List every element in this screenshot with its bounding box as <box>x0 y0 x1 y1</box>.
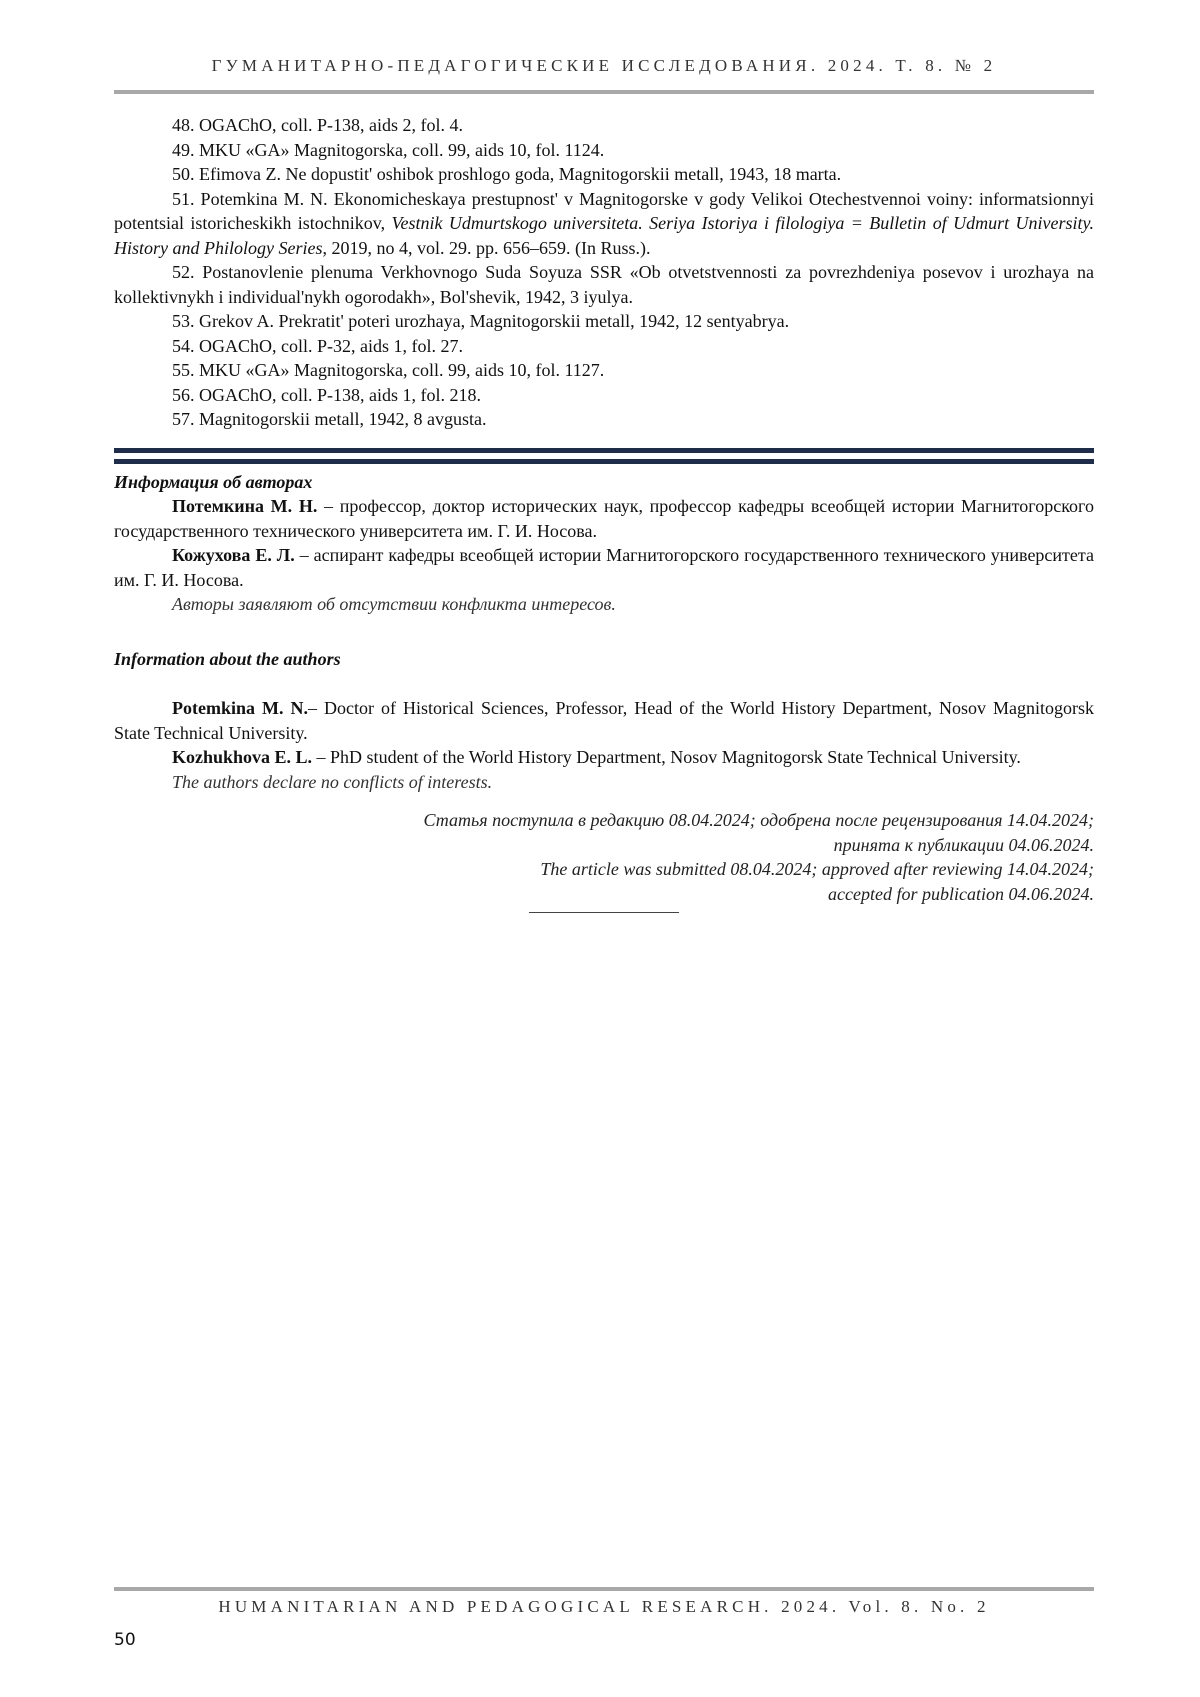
reference-item: 50. Efimova Z. Ne dopustit' oshibok proshlogo goda, Magnitogorskii metall, 1943, 18 marta. <box>172 164 842 184</box>
article-dates <box>114 808 1094 906</box>
author-description: – PhD student of the World History Department, Nosov Magnitogorsk State Technical University. <box>312 747 1021 767</box>
spacer <box>114 672 1094 697</box>
conflict-statement-ru: Авторы заявляют об отсутствии конфликта интересов. <box>172 594 616 614</box>
author-name: Kozhukhova E. L. <box>172 747 313 767</box>
reference-item: 53. Grekov A. Prekratit' poteri urozhaya, Magnitogorskii metall, 1942, 12 sentyabrya. <box>172 311 790 331</box>
author-entry <box>114 543 1094 592</box>
article-end-line <box>529 912 679 913</box>
reference-tail: , 2019, no 4, vol. 29. pp. 656–659. (In Russ.). <box>322 237 651 258</box>
reference-text: 51. Potemkina M. N. Ekonomicheskaya prestupnost' v Magnitogorske v gody Velikoi Otechestvennoi voiny: informatsionnyi potentsial istoricheskikh istochnikov, <box>114 188 1094 233</box>
dates-ru-line: принята к публикации 04.06.2024. <box>833 834 1094 855</box>
author-description: – аспирант кафедры всеобщей истории Магнитогорского государственного технического университета им. Г. И. Носова. <box>114 545 1094 590</box>
author-entry <box>114 696 1094 745</box>
author-name: Потемкина М. Н. <box>172 496 318 516</box>
reference-item: 52. Postanovlenie plenuma Verkhovnogo Suda Soyuza SSR «Ob otvetstvennosti za povrezhdeniya posevov i urozhaya na kollektivnykh i individual'nykh ogorodakh», Bol'shevik, 1942, 3 iyulya. <box>114 262 1094 307</box>
dates-ru-line: Статья поступила в редакцию 08.04.2024; одобрена после рецензирования 14.04.2024; <box>423 810 1094 830</box>
section-divider <box>114 448 1094 464</box>
author-entry <box>114 494 1094 543</box>
dates-en-line: accepted for publication 04.06.2024. <box>828 883 1094 904</box>
footer-rule <box>114 1587 1094 1591</box>
authors-heading-en: Information about the authors <box>114 649 341 669</box>
reference-item <box>114 187 1094 261</box>
reference-item: 56. OGAChO, coll. P-138, aids 1, fol. 218. <box>172 384 481 405</box>
authors-heading-ru: Информация об авторах <box>114 471 313 492</box>
page-body <box>114 113 1094 913</box>
reference-item: 54. OGAChO, coll. P-32, aids 1, fol. 27. <box>172 335 463 356</box>
conflict-statement-en: The authors declare no conflicts of interests. <box>172 771 493 792</box>
header-rule <box>114 90 1094 94</box>
reference-item: 55. MKU «GA» Magnitogorska, coll. 99, aids 10, fol. 1127. <box>172 360 605 380</box>
reference-item: 49. MKU «GA» Magnitogorska, coll. 99, aids 10, fol. 1124. <box>172 139 605 160</box>
spacer <box>114 617 1094 642</box>
page-number: 50 <box>114 1630 136 1650</box>
reference-item: 57. Magnitogorskii metall, 1942, 8 avgusta. <box>172 409 487 429</box>
author-name: Potemkina M. N. <box>172 698 309 718</box>
running-header: ГУМАНИТАРНО-ПЕДАГОГИЧЕСКИЕ ИССЛЕДОВАНИЯ. 2024. Т. 8. № 2 <box>211 56 997 75</box>
reference-item: 48. OGAChO, coll. P-138, aids 2, fol. 4. <box>172 115 463 135</box>
reference-journal-title: Vestnik Udmurtskogo universiteta. Seriya Istoriya i filologiya = Bulletin of Udmurt University. History and Philology Series <box>114 213 1094 258</box>
authors-info-ru <box>114 470 1094 617</box>
reference-list <box>114 113 1094 432</box>
author-description: – Doctor of Historical Sciences, Professor, Head of the World History Department, Nosov Magnitogorsk State Technical University. <box>114 698 1094 743</box>
dates-en-line: The article was submitted 08.04.2024; approved after reviewing 14.04.2024; <box>540 859 1094 879</box>
authors-info-en <box>114 647 1094 794</box>
running-footer: HUMANITARIAN AND PEDAGOGICAL RESEARCH. 2024. Vol. 8. No. 2 <box>218 1597 990 1616</box>
author-description: – профессор, доктор исторических наук, профессор кафедры всеобщей истории Магнитогорского государственного технического университета им. Г. И. Носова. <box>114 496 1094 541</box>
author-name: Кожухова Е. Л. <box>172 545 295 565</box>
author-entry <box>114 745 1094 770</box>
